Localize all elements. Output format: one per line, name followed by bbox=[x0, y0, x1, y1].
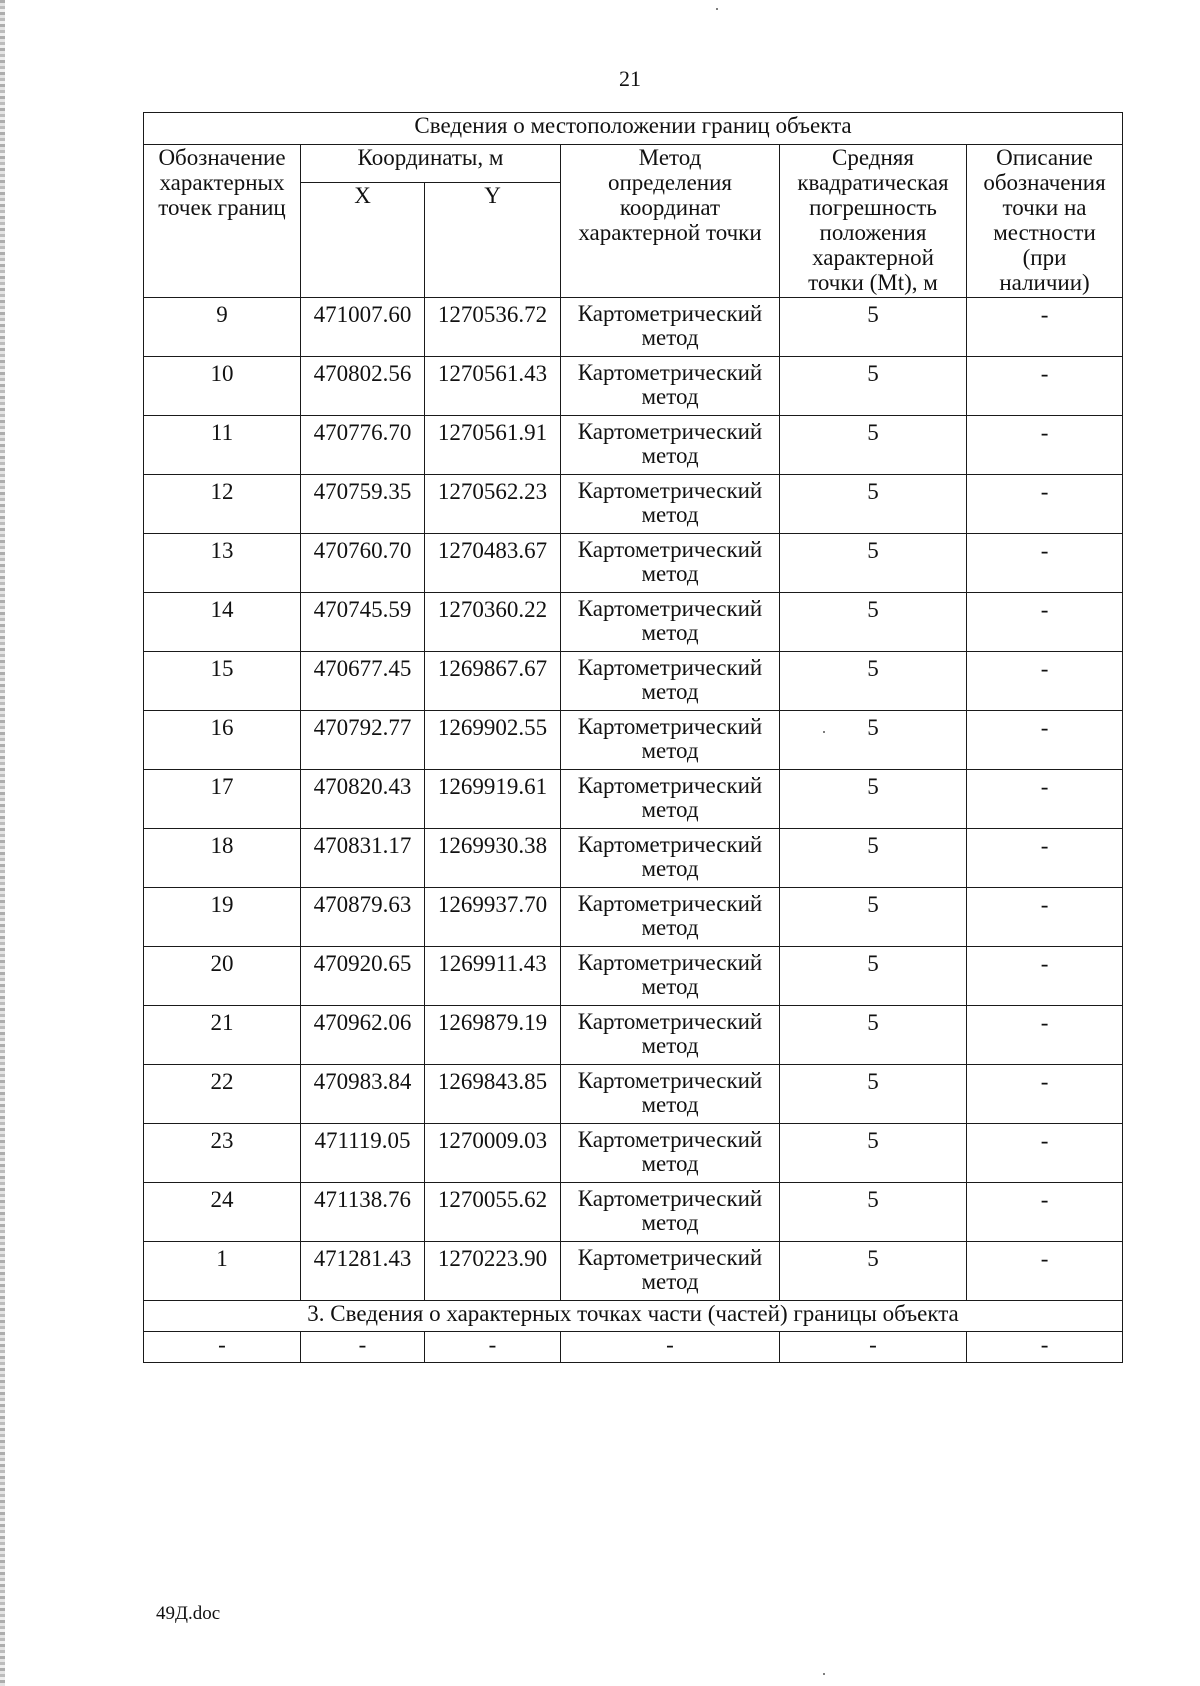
cell-point: 17 bbox=[144, 770, 301, 829]
empty-cell: - bbox=[301, 1332, 425, 1363]
cell-error: 5 bbox=[780, 416, 967, 475]
cell-desc: - bbox=[967, 1006, 1123, 1065]
table-row bbox=[144, 357, 1123, 416]
empty-cell: - bbox=[144, 1332, 301, 1363]
cell-error: 5 bbox=[780, 1124, 967, 1183]
table-row bbox=[144, 475, 1123, 534]
table-row bbox=[144, 711, 1123, 770]
cell-point: 1 bbox=[144, 1242, 301, 1301]
footer-filename: 49Д.doc bbox=[156, 1603, 221, 1624]
cell-method: Картометрический метод bbox=[561, 711, 780, 770]
cell-error: 5 bbox=[780, 298, 967, 357]
table-row bbox=[144, 1124, 1123, 1183]
cell-y: 1269937.70 bbox=[425, 888, 561, 947]
cell-error: 5 bbox=[780, 888, 967, 947]
cell-error: 5 bbox=[780, 1242, 967, 1301]
table-row bbox=[144, 534, 1123, 593]
cell-error: 5 bbox=[780, 1065, 967, 1124]
cell-point: 20 bbox=[144, 947, 301, 1006]
section3-title: 3. Сведения о характерных точках части (частей) границы объекта bbox=[144, 1301, 1123, 1332]
cell-y: 1269867.67 bbox=[425, 652, 561, 711]
header-y: Y bbox=[425, 183, 561, 298]
cell-desc: - bbox=[967, 947, 1123, 1006]
cell-y: 1270009.03 bbox=[425, 1124, 561, 1183]
cell-method: Картометрический метод bbox=[561, 1183, 780, 1242]
cell-y: 1270223.90 bbox=[425, 1242, 561, 1301]
cell-point: 22 bbox=[144, 1065, 301, 1124]
cell-point: 19 bbox=[144, 888, 301, 947]
empty-cell: - bbox=[425, 1332, 561, 1363]
empty-cell: - bbox=[561, 1332, 780, 1363]
cell-x: 471007.60 bbox=[301, 298, 425, 357]
cell-desc: - bbox=[967, 770, 1123, 829]
cell-y: 1269911.43 bbox=[425, 947, 561, 1006]
cell-desc: - bbox=[967, 357, 1123, 416]
cell-method: Картометрический метод bbox=[561, 888, 780, 947]
cell-x: 471281.43 bbox=[301, 1242, 425, 1301]
table-row bbox=[144, 1183, 1123, 1242]
cell-error: 5 bbox=[780, 947, 967, 1006]
cell-point: 13 bbox=[144, 534, 301, 593]
cell-point: 16 bbox=[144, 711, 301, 770]
table-row bbox=[144, 416, 1123, 475]
table-row bbox=[144, 1242, 1123, 1301]
cell-x: 470759.35 bbox=[301, 475, 425, 534]
table-row bbox=[144, 888, 1123, 947]
cell-point: 15 bbox=[144, 652, 301, 711]
table-row bbox=[144, 652, 1123, 711]
cell-y: 1269879.19 bbox=[425, 1006, 561, 1065]
table-row bbox=[144, 829, 1123, 888]
cell-desc: - bbox=[967, 1124, 1123, 1183]
cell-desc: - bbox=[967, 888, 1123, 947]
cell-y: 1270055.62 bbox=[425, 1183, 561, 1242]
empty-cell: - bbox=[967, 1332, 1123, 1363]
cell-method: Картометрический метод bbox=[561, 475, 780, 534]
table-row bbox=[144, 770, 1123, 829]
header-row-top bbox=[144, 145, 1123, 183]
cell-y: 1269902.55 bbox=[425, 711, 561, 770]
table-row bbox=[144, 593, 1123, 652]
cell-point: 24 bbox=[144, 1183, 301, 1242]
cell-y: 1270536.72 bbox=[425, 298, 561, 357]
cell-error: 5 bbox=[780, 1006, 967, 1065]
cell-desc: - bbox=[967, 475, 1123, 534]
cell-error: 5 bbox=[780, 475, 967, 534]
cell-method: Картометрический метод bbox=[561, 1006, 780, 1065]
header-point: Обозначение характерных точек границ bbox=[144, 145, 301, 298]
empty-cell: - bbox=[780, 1332, 967, 1363]
cell-y: 1269930.38 bbox=[425, 829, 561, 888]
table-row bbox=[144, 1065, 1123, 1124]
table-title-row bbox=[144, 113, 1123, 145]
cell-point: 23 bbox=[144, 1124, 301, 1183]
table-row bbox=[144, 1006, 1123, 1065]
cell-desc: - bbox=[967, 593, 1123, 652]
cell-y: 1270561.43 bbox=[425, 357, 561, 416]
cell-x: 470792.77 bbox=[301, 711, 425, 770]
cell-error: 5 bbox=[780, 829, 967, 888]
cell-y: 1270360.22 bbox=[425, 593, 561, 652]
cell-method: Картометрический метод bbox=[561, 770, 780, 829]
cell-x: 470820.43 bbox=[301, 770, 425, 829]
cell-x: 470745.59 bbox=[301, 593, 425, 652]
cell-y: 1270561.91 bbox=[425, 416, 561, 475]
boundary-points-table bbox=[143, 112, 1123, 1363]
header-description: Описание обозначения точки на местности (при наличии) bbox=[967, 145, 1123, 298]
cell-y: 1270562.23 bbox=[425, 475, 561, 534]
cell-desc: - bbox=[967, 534, 1123, 593]
cell-method: Картометрический метод bbox=[561, 1065, 780, 1124]
cell-point: 18 bbox=[144, 829, 301, 888]
cell-error: 5 bbox=[780, 593, 967, 652]
cell-point: 9 bbox=[144, 298, 301, 357]
cell-x: 470920.65 bbox=[301, 947, 425, 1006]
table-title: Сведения о местоположении границ объекта bbox=[144, 113, 1123, 145]
cell-method: Картометрический метод bbox=[561, 593, 780, 652]
cell-point: 12 bbox=[144, 475, 301, 534]
empty-row bbox=[144, 1332, 1123, 1363]
cell-error: 5 bbox=[780, 1183, 967, 1242]
cell-error: 5 bbox=[780, 770, 967, 829]
header-coords: Координаты, м bbox=[301, 145, 561, 183]
scan-speck bbox=[823, 731, 825, 733]
cell-method: Картометрический метод bbox=[561, 416, 780, 475]
cell-x: 470802.56 bbox=[301, 357, 425, 416]
cell-desc: - bbox=[967, 1065, 1123, 1124]
section3-row bbox=[144, 1301, 1123, 1332]
header-x: X bbox=[301, 183, 425, 298]
cell-x: 470879.63 bbox=[301, 888, 425, 947]
cell-desc: - bbox=[967, 1242, 1123, 1301]
cell-x: 470760.70 bbox=[301, 534, 425, 593]
cell-method: Картометрический метод bbox=[561, 947, 780, 1006]
cell-x: 470776.70 bbox=[301, 416, 425, 475]
cell-desc: - bbox=[967, 711, 1123, 770]
cell-error: 5 bbox=[780, 534, 967, 593]
cell-desc: - bbox=[967, 652, 1123, 711]
cell-method: Картометрический метод bbox=[561, 1242, 780, 1301]
cell-method: Картометрический метод bbox=[561, 534, 780, 593]
page-number: 21 bbox=[619, 66, 641, 91]
header-method: Метод определения координат характерной точки bbox=[561, 145, 780, 298]
cell-point: 10 bbox=[144, 357, 301, 416]
cell-method: Картометрический метод bbox=[561, 298, 780, 357]
cell-y: 1269843.85 bbox=[425, 1065, 561, 1124]
cell-x: 471119.05 bbox=[301, 1124, 425, 1183]
table-row bbox=[144, 947, 1123, 1006]
cell-desc: - bbox=[967, 829, 1123, 888]
cell-x: 470831.17 bbox=[301, 829, 425, 888]
table-row bbox=[144, 298, 1123, 357]
scan-edge-artifact bbox=[0, 0, 5, 1686]
cell-method: Картометрический метод bbox=[561, 652, 780, 711]
cell-point: 11 bbox=[144, 416, 301, 475]
cell-x: 470962.06 bbox=[301, 1006, 425, 1065]
scan-speck bbox=[716, 8, 718, 10]
cell-y: 1269919.61 bbox=[425, 770, 561, 829]
cell-y: 1270483.67 bbox=[425, 534, 561, 593]
cell-method: Картометрический метод bbox=[561, 1124, 780, 1183]
cell-error: 5 bbox=[780, 711, 967, 770]
cell-method: Картометрический метод bbox=[561, 357, 780, 416]
cell-x: 471138.76 bbox=[301, 1183, 425, 1242]
header-error: Средняя квадратическая погрешность положения характерной точки (Mt), м bbox=[780, 145, 967, 298]
cell-x: 470677.45 bbox=[301, 652, 425, 711]
cell-point: 14 bbox=[144, 593, 301, 652]
cell-desc: - bbox=[967, 1183, 1123, 1242]
cell-error: 5 bbox=[780, 652, 967, 711]
cell-error: 5 bbox=[780, 357, 967, 416]
cell-point: 21 bbox=[144, 1006, 301, 1065]
cell-x: 470983.84 bbox=[301, 1065, 425, 1124]
cell-desc: - bbox=[967, 416, 1123, 475]
cell-desc: - bbox=[967, 298, 1123, 357]
scan-speck bbox=[823, 1673, 825, 1675]
cell-method: Картометрический метод bbox=[561, 829, 780, 888]
